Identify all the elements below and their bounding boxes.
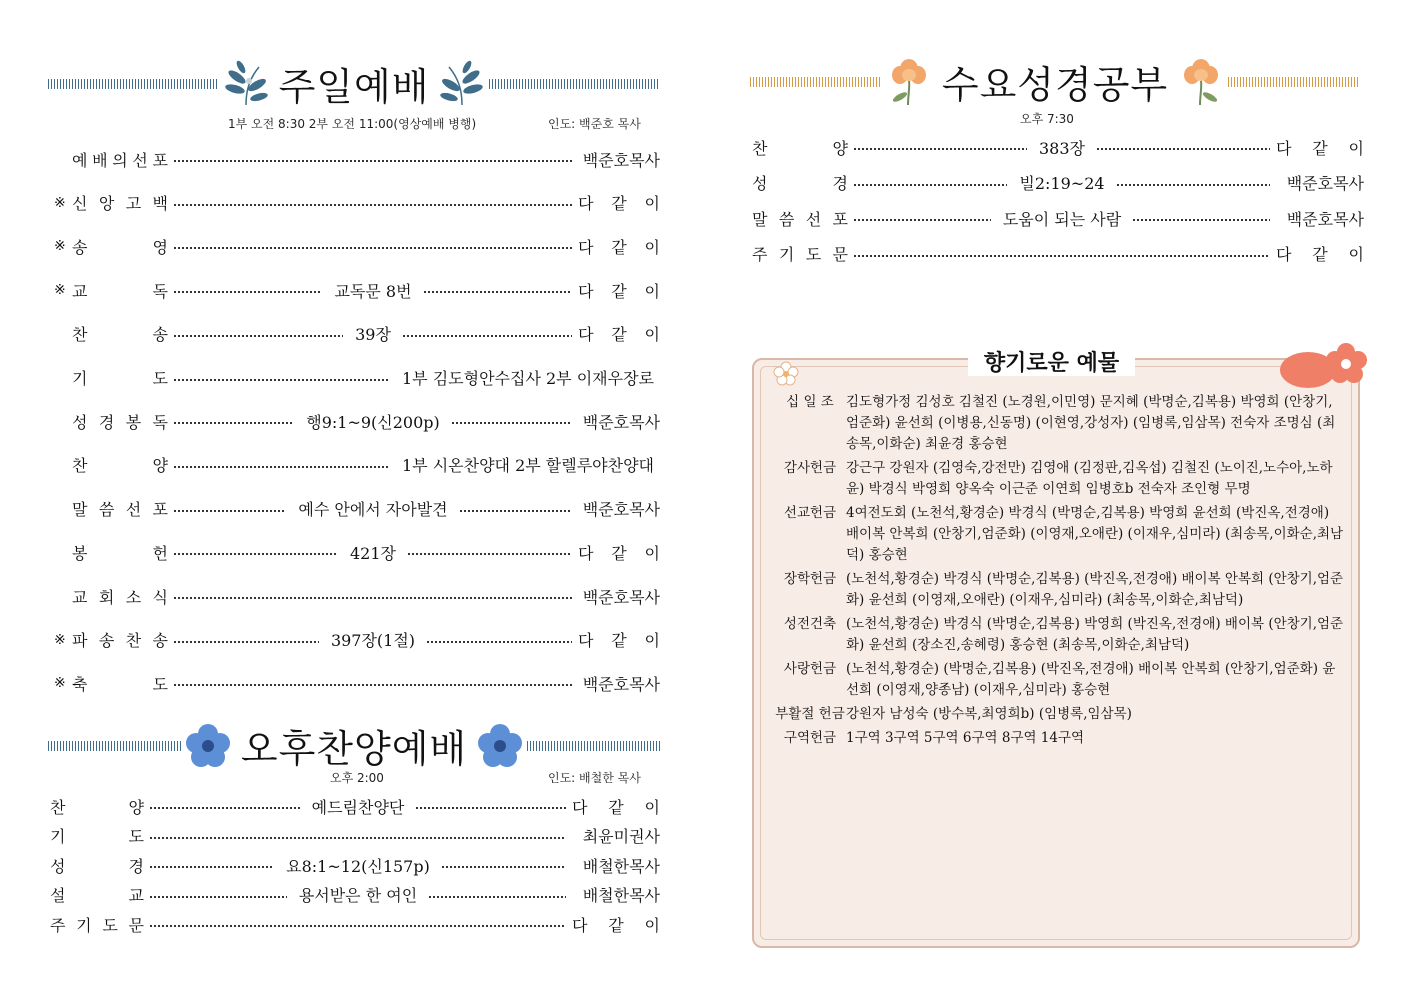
sunday-row	[54, 672, 660, 694]
item-label: 성 경	[50, 856, 144, 876]
sunday-row	[54, 498, 660, 520]
leader-dots	[1133, 219, 1270, 221]
wednesday-row	[752, 136, 1364, 158]
leader-dots	[403, 335, 572, 337]
offering-category: 십 일 조	[786, 394, 834, 410]
leader-dots	[150, 896, 287, 898]
offering-names: 강원자 남성숙 (방수복,최영희b) (임병록,임삼목)	[846, 706, 1132, 722]
leader-dots	[854, 184, 1007, 186]
leader-dots	[854, 219, 991, 221]
item-responder: 백준호목사	[582, 150, 660, 170]
standing-mark: ※	[54, 194, 66, 211]
leader-dots	[174, 466, 390, 468]
wednesday-row	[752, 207, 1364, 229]
item-label: 기 도	[72, 369, 168, 388]
item-responder: 다 같 이	[572, 915, 660, 935]
offering-item	[774, 458, 1344, 500]
leader-dots	[460, 510, 572, 512]
sunday-row	[54, 585, 660, 607]
leader-dots	[174, 422, 294, 424]
blue-flower-icon	[473, 719, 527, 773]
item-responder: 최윤미권사	[582, 827, 660, 846]
item-label: 성 경 봉 독	[72, 412, 168, 432]
leader-dots	[408, 553, 572, 555]
item-label: 교 회 소 식	[72, 587, 168, 607]
sunday-title-row	[48, 56, 660, 111]
leader-dots	[174, 510, 286, 512]
leader-dots	[174, 291, 322, 293]
wednesday-title: 수요성경공부	[941, 63, 1169, 107]
divider	[527, 741, 660, 751]
item-content: 용서받은 한 여인	[298, 886, 418, 905]
afternoon-row	[50, 884, 660, 906]
item-responder: 백준호목사	[582, 500, 660, 520]
offering-names: 김도형가정 김성호 김철진 (노경원,이민영) 문지혜 (박명순,김복용) 박영희 (안창기,엄준화) 윤선희 (이병용,신동명) (이현영,강성자) (임병록,임삼목) 전숙자 조명심 (최송목,이화순) 최윤경 홍승현	[846, 394, 1336, 452]
offering-category: 구역헌금	[783, 730, 837, 746]
item-responder: 다 같 이	[578, 194, 660, 214]
afternoon-leader: 인도: 배철한 목사	[548, 771, 641, 785]
wednesday-row	[752, 172, 1364, 194]
peach-flower-icon	[1174, 55, 1228, 109]
wednesday-title-row	[750, 54, 1360, 109]
standing-mark: ※	[54, 238, 66, 255]
leader-dots	[1117, 184, 1270, 186]
blue-flower-icon	[181, 719, 235, 773]
divider	[750, 77, 882, 87]
item-label: 주 기 도 문	[752, 245, 848, 264]
afternoon-row	[50, 795, 660, 817]
item-responder: 배철한목사	[582, 886, 660, 905]
divider	[48, 79, 219, 89]
standing-mark: ※	[54, 282, 66, 299]
item-label: 교 독	[72, 281, 168, 301]
offering-names: (노천석,황경순) 박경식 (박명순,김복용) 박영희 (박진옥,전경애) 배이복 (안창기,엄준화) 윤선희 (장소진,송혜령) 홍승현 (최송목,이화순,최남덕)	[846, 616, 1344, 653]
item-responder: 백준호목사	[582, 587, 660, 607]
item-responder: 다 같 이	[578, 543, 660, 563]
item-label: 찬 송	[72, 325, 168, 345]
item-label: 말 씀 선 포	[72, 500, 168, 520]
leader-dots	[174, 379, 390, 381]
leader-dots	[174, 247, 572, 249]
sunday-row	[54, 454, 660, 476]
divider	[1228, 77, 1360, 87]
item-content: 39장	[355, 325, 391, 345]
offering-category: 사랑헌금	[783, 661, 837, 677]
item-content: 빌2:19~24	[1019, 174, 1105, 193]
offering-item	[774, 728, 1344, 749]
item-content: 1부 시온찬양대 2부 할렐루야찬양대	[401, 456, 654, 476]
item-responder: 다 같 이	[1276, 245, 1364, 264]
item-content: 예드림찬양단	[311, 797, 405, 817]
leader-dots	[150, 925, 566, 927]
item-label: 파 송 찬 송	[72, 631, 168, 651]
item-responder: 백준호목사	[582, 412, 661, 432]
sunday-title: 주일예배	[278, 65, 430, 109]
leader-dots	[854, 148, 1027, 150]
peach-flower-icon	[882, 55, 936, 109]
divider	[48, 741, 181, 751]
offering-category: 감사헌금	[783, 460, 837, 476]
sunday-row	[54, 629, 660, 651]
leader-dots	[174, 204, 572, 206]
wednesday-time: 오후 7:30	[1020, 112, 1074, 126]
leader-dots	[174, 160, 572, 162]
item-label: 찬 양	[50, 797, 144, 817]
item-content: 행9:1~9(신200p)	[306, 412, 440, 432]
item-label: 찬 양	[72, 456, 168, 476]
item-content: 1부 김도형안수집사 2부 이재우장로	[401, 369, 654, 388]
leader-dots	[174, 641, 319, 643]
sunday-row	[54, 410, 660, 432]
offering-item	[774, 614, 1344, 656]
item-responder: 백준호목사	[1286, 209, 1364, 229]
leader-dots	[442, 866, 566, 868]
leader-dots	[174, 684, 572, 686]
afternoon-time: 오후 2:00	[330, 771, 384, 785]
leader-dots	[429, 896, 566, 898]
item-responder: 백준호목사	[582, 674, 660, 694]
leader-dots	[150, 837, 566, 839]
sunday-row	[54, 367, 660, 389]
item-responder: 다 같 이	[572, 797, 660, 817]
item-content: 예수 안에서 자아발견	[298, 500, 448, 520]
item-responder: 배철한목사	[582, 856, 661, 876]
item-label: 성 경	[752, 174, 848, 193]
item-responder: 다 같 이	[578, 631, 660, 651]
item-responder: 다 같 이	[578, 325, 661, 345]
offering-title: 향기로운 예물	[700, 346, 1403, 377]
item-responder: 다 같 이	[578, 281, 660, 301]
item-content: 397장(1절)	[330, 631, 416, 651]
item-content: 교독문 8번	[334, 281, 412, 301]
sunday-leader: 인도: 백준호 목사	[548, 117, 641, 131]
leader-dots	[427, 641, 572, 643]
sunday-times: 1부 오전 8:30 2부 오전 11:00(영상예배 병행)	[228, 117, 477, 131]
divider	[489, 79, 660, 89]
afternoon-title: 오후찬양예배	[240, 727, 468, 771]
sunday-row	[54, 148, 660, 170]
offering-item	[774, 569, 1344, 611]
item-label: 찬 양	[752, 138, 848, 158]
leaf-sprig-icon	[435, 57, 489, 111]
afternoon-row	[50, 854, 660, 876]
leader-dots	[424, 291, 572, 293]
offering-category: 부활절 헌금	[775, 706, 845, 722]
leader-dots	[174, 335, 343, 337]
sunday-row	[54, 279, 660, 301]
item-label: 예 배 의 선 포	[72, 150, 168, 170]
offering-item	[774, 659, 1344, 701]
offering-item	[774, 392, 1344, 455]
afternoon-row	[50, 825, 660, 847]
item-label: 축 도	[72, 674, 168, 694]
item-responder: 다 같 이	[1276, 138, 1364, 158]
offering-names: 1구역 3구역 5구역 6구역 8구역 14구역	[846, 730, 1085, 746]
leader-dots	[150, 866, 274, 868]
afternoon-title-row	[48, 718, 660, 773]
item-label: 말 씀 선 포	[752, 209, 848, 229]
wednesday-row	[752, 243, 1364, 265]
offering-category: 성전건축	[783, 616, 837, 632]
leader-dots	[452, 422, 572, 424]
leader-dots	[1097, 148, 1270, 150]
sunday-row	[54, 192, 660, 214]
item-label: 송 영	[72, 237, 168, 257]
sunday-row	[54, 541, 660, 563]
leader-dots	[174, 597, 572, 599]
item-responder: 다 같 이	[578, 237, 660, 257]
item-label: 주 기 도 문	[50, 915, 144, 935]
leader-dots	[416, 807, 566, 809]
offering-item	[774, 503, 1344, 566]
item-content: 도움이 되는 사람	[1002, 209, 1122, 229]
item-label: 설 교	[50, 886, 144, 905]
leader-dots	[854, 255, 1270, 257]
sunday-row	[54, 323, 660, 345]
item-label: 봉 헌	[72, 543, 168, 563]
item-content: 383장	[1039, 138, 1085, 158]
sunday-row	[54, 235, 660, 257]
offering-category: 선교헌금	[783, 505, 837, 521]
afternoon-row	[50, 913, 660, 935]
item-responder: 백준호목사	[1286, 174, 1364, 193]
offering-list	[774, 392, 1344, 752]
item-content: 421장	[350, 543, 396, 563]
offering-names: (노천석,황경순) 박경식 (박명순,김복용) (박진옥,전경애) 배이복 안복희 (안창기,엄준화) 윤선희 (이영재,오애란) (이재우,심미라) (최송목,이화순,최남덕)	[846, 571, 1344, 608]
offering-names: 강근구 강원자 (김영숙,강전만) 김영애 (김정판,김옥섭) 김철진 (노이진,노수아,노하윤) 박경식 박영희 양옥숙 이근준 이연희 임병호b 전숙자 조인형 무명	[846, 460, 1333, 497]
right-page	[700, 0, 1403, 992]
offering-names: 4여전도회 (노천석,황경순) 박경식 (박명순,김복용) 박영희 윤선희 (박진옥,전경애) 배이복 안복희 (안창기,엄준화) (이영재,오애란) (이재우,심미라) (최송목,이화순,최남덕) 홍승현	[846, 505, 1344, 563]
left-page	[0, 0, 700, 992]
leader-dots	[174, 553, 338, 555]
item-content: 요8:1~12(신157p)	[286, 856, 430, 876]
item-label: 신 앙 고 백	[72, 194, 168, 214]
standing-mark: ※	[54, 675, 66, 692]
item-label: 기 도	[50, 827, 144, 846]
leader-dots	[150, 807, 300, 809]
standing-mark: ※	[54, 631, 66, 648]
offering-item	[774, 704, 1344, 725]
offering-names: (노천석,황경순) (박명순,김복용) (박진옥,전경애) 배이복 안복희 (안창기,엄준화) 윤선희 (이영재,양종남) (이재우,심미라) 홍승현	[846, 661, 1336, 698]
offering-category: 장학헌금	[783, 571, 837, 587]
leaf-sprig-icon	[219, 57, 273, 111]
